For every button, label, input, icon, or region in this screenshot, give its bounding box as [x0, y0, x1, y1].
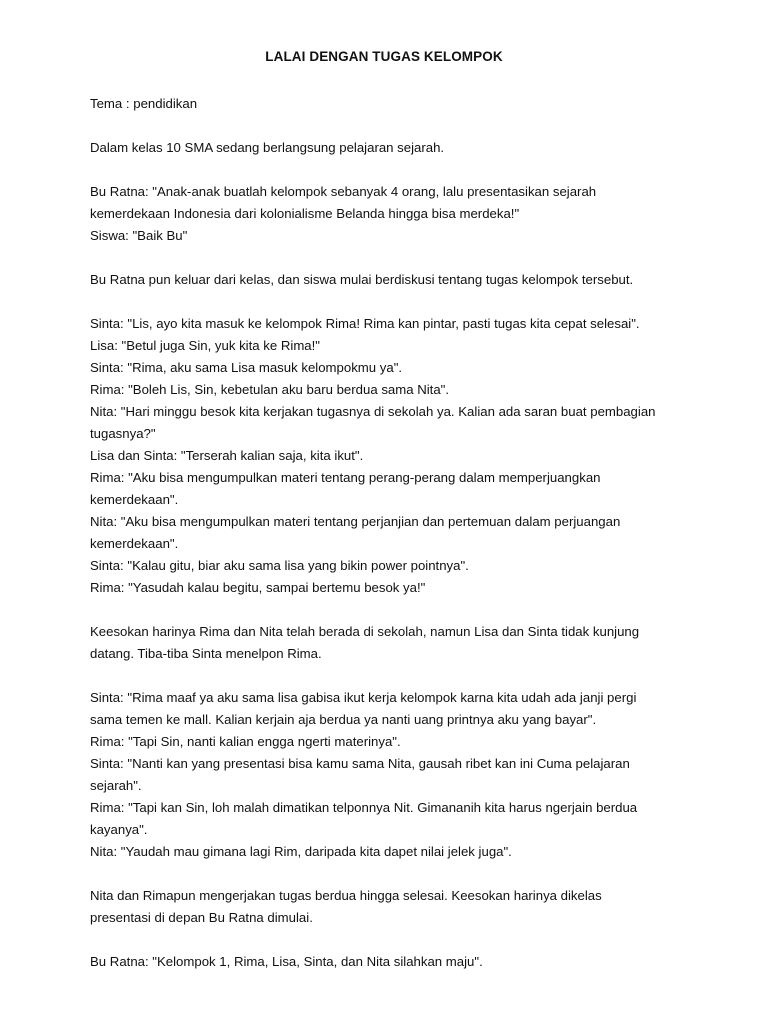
paragraph — [90, 269, 710, 291]
text-line: Rima: "Tapi kan Sin, loh malah dimatikan telponnya Nit. Gimananih kita harus ngerjain berdua — [90, 800, 638, 815]
text-line: sejarah". — [90, 778, 142, 793]
text-line: kemerdekaan Indonesia dari kolonialisme Belanda hingga bisa merdeka!" — [90, 206, 520, 221]
text-line: Tema : pendidikan — [90, 96, 198, 111]
paragraph — [90, 621, 710, 665]
document-title: LALAI DENGAN TUGAS KELOMPOK — [265, 49, 503, 64]
paragraph — [90, 137, 710, 159]
paragraph — [90, 93, 710, 115]
document-body — [90, 93, 710, 995]
text-line: Rima: "Boleh Lis, Sin, kebetulan aku baru berdua sama Nita". — [90, 382, 450, 397]
text-line: Bu Ratna: "Anak-anak buatlah kelompok sebanyak 4 orang, lalu presentasikan sejarah — [90, 184, 597, 199]
text-line: kemerdekaan". — [90, 536, 179, 551]
text-line: Sinta: "Rima, aku sama Lisa masuk kelompokmu ya". — [90, 360, 403, 375]
paragraph — [90, 687, 710, 863]
text-line: tugasnya?" — [90, 426, 156, 441]
text-line: sama temen ke mall. Kalian kerjain aja berdua ya nanti uang printnya aku yang bayar". — [90, 712, 597, 727]
text-line: Siswa: "Baik Bu" — [90, 228, 188, 243]
text-line: Lisa dan Sinta: "Terserah kalian saja, kita ikut". — [90, 448, 364, 463]
text-line: Sinta: "Kalau gitu, biar aku sama lisa yang bikin power pointnya". — [90, 558, 469, 573]
paragraph — [90, 951, 710, 973]
text-line: Rima: "Tapi Sin, nanti kalian engga ngerti materinya". — [90, 734, 401, 749]
text-line: Lisa: "Betul juga Sin, yuk kita ke Rima!" — [90, 338, 320, 353]
text-line: Nita: "Hari minggu besok kita kerjakan tugasnya di sekolah ya. Kalian ada saran buat pembagian — [90, 404, 656, 419]
text-line: Sinta: "Lis, ayo kita masuk ke kelompok Rima! Rima kan pintar, pasti tugas kita cepat selesai". — [90, 316, 640, 331]
text-line: Keesokan harinya Rima dan Nita telah berada di sekolah, namun Lisa dan Sinta tidak kunjung — [90, 624, 640, 639]
text-line: kemerdekaan". — [90, 492, 179, 507]
text-line: presentasi di depan Bu Ratna dimulai. — [90, 910, 313, 925]
text-line: Dalam kelas 10 SMA sedang berlangsung pelajaran sejarah. — [90, 140, 445, 155]
paragraph — [90, 885, 710, 929]
text-line: kayanya". — [90, 822, 148, 837]
text-line: Bu Ratna pun keluar dari kelas, dan siswa mulai berdiskusi tentang tugas kelompok tersebut. — [90, 272, 634, 287]
text-line: Sinta: "Nanti kan yang presentasi bisa kamu sama Nita, gausah ribet kan ini Cuma pelajaran — [90, 756, 630, 771]
text-line: Rima: "Aku bisa mengumpulkan materi tentang perang-perang dalam memperjuangkan — [90, 470, 601, 485]
text-line: Bu Ratna: "Kelompok 1, Rima, Lisa, Sinta, dan Nita silahkan maju". — [90, 954, 483, 969]
text-line: Nita: "Yaudah mau gimana lagi Rim, daripada kita dapet nilai jelek juga". — [90, 844, 512, 859]
text-line: Sinta: "Rima maaf ya aku sama lisa gabisa ikut kerja kelompok karna kita udah ada janji pergi — [90, 690, 637, 705]
text-line: datang. Tiba-tiba Sinta menelpon Rima. — [90, 646, 322, 661]
text-line: Nita dan Rimapun mengerjakan tugas berdua hingga selesai. Keesokan harinya dikelas — [90, 888, 602, 903]
paragraph — [90, 181, 710, 247]
text-line: Rima: "Yasudah kalau begitu, sampai bertemu besok ya!" — [90, 580, 426, 595]
paragraph — [90, 313, 710, 599]
text-line: Nita: "Aku bisa mengumpulkan materi tentang perjanjian dan pertemuan dalam perjuangan — [90, 514, 621, 529]
